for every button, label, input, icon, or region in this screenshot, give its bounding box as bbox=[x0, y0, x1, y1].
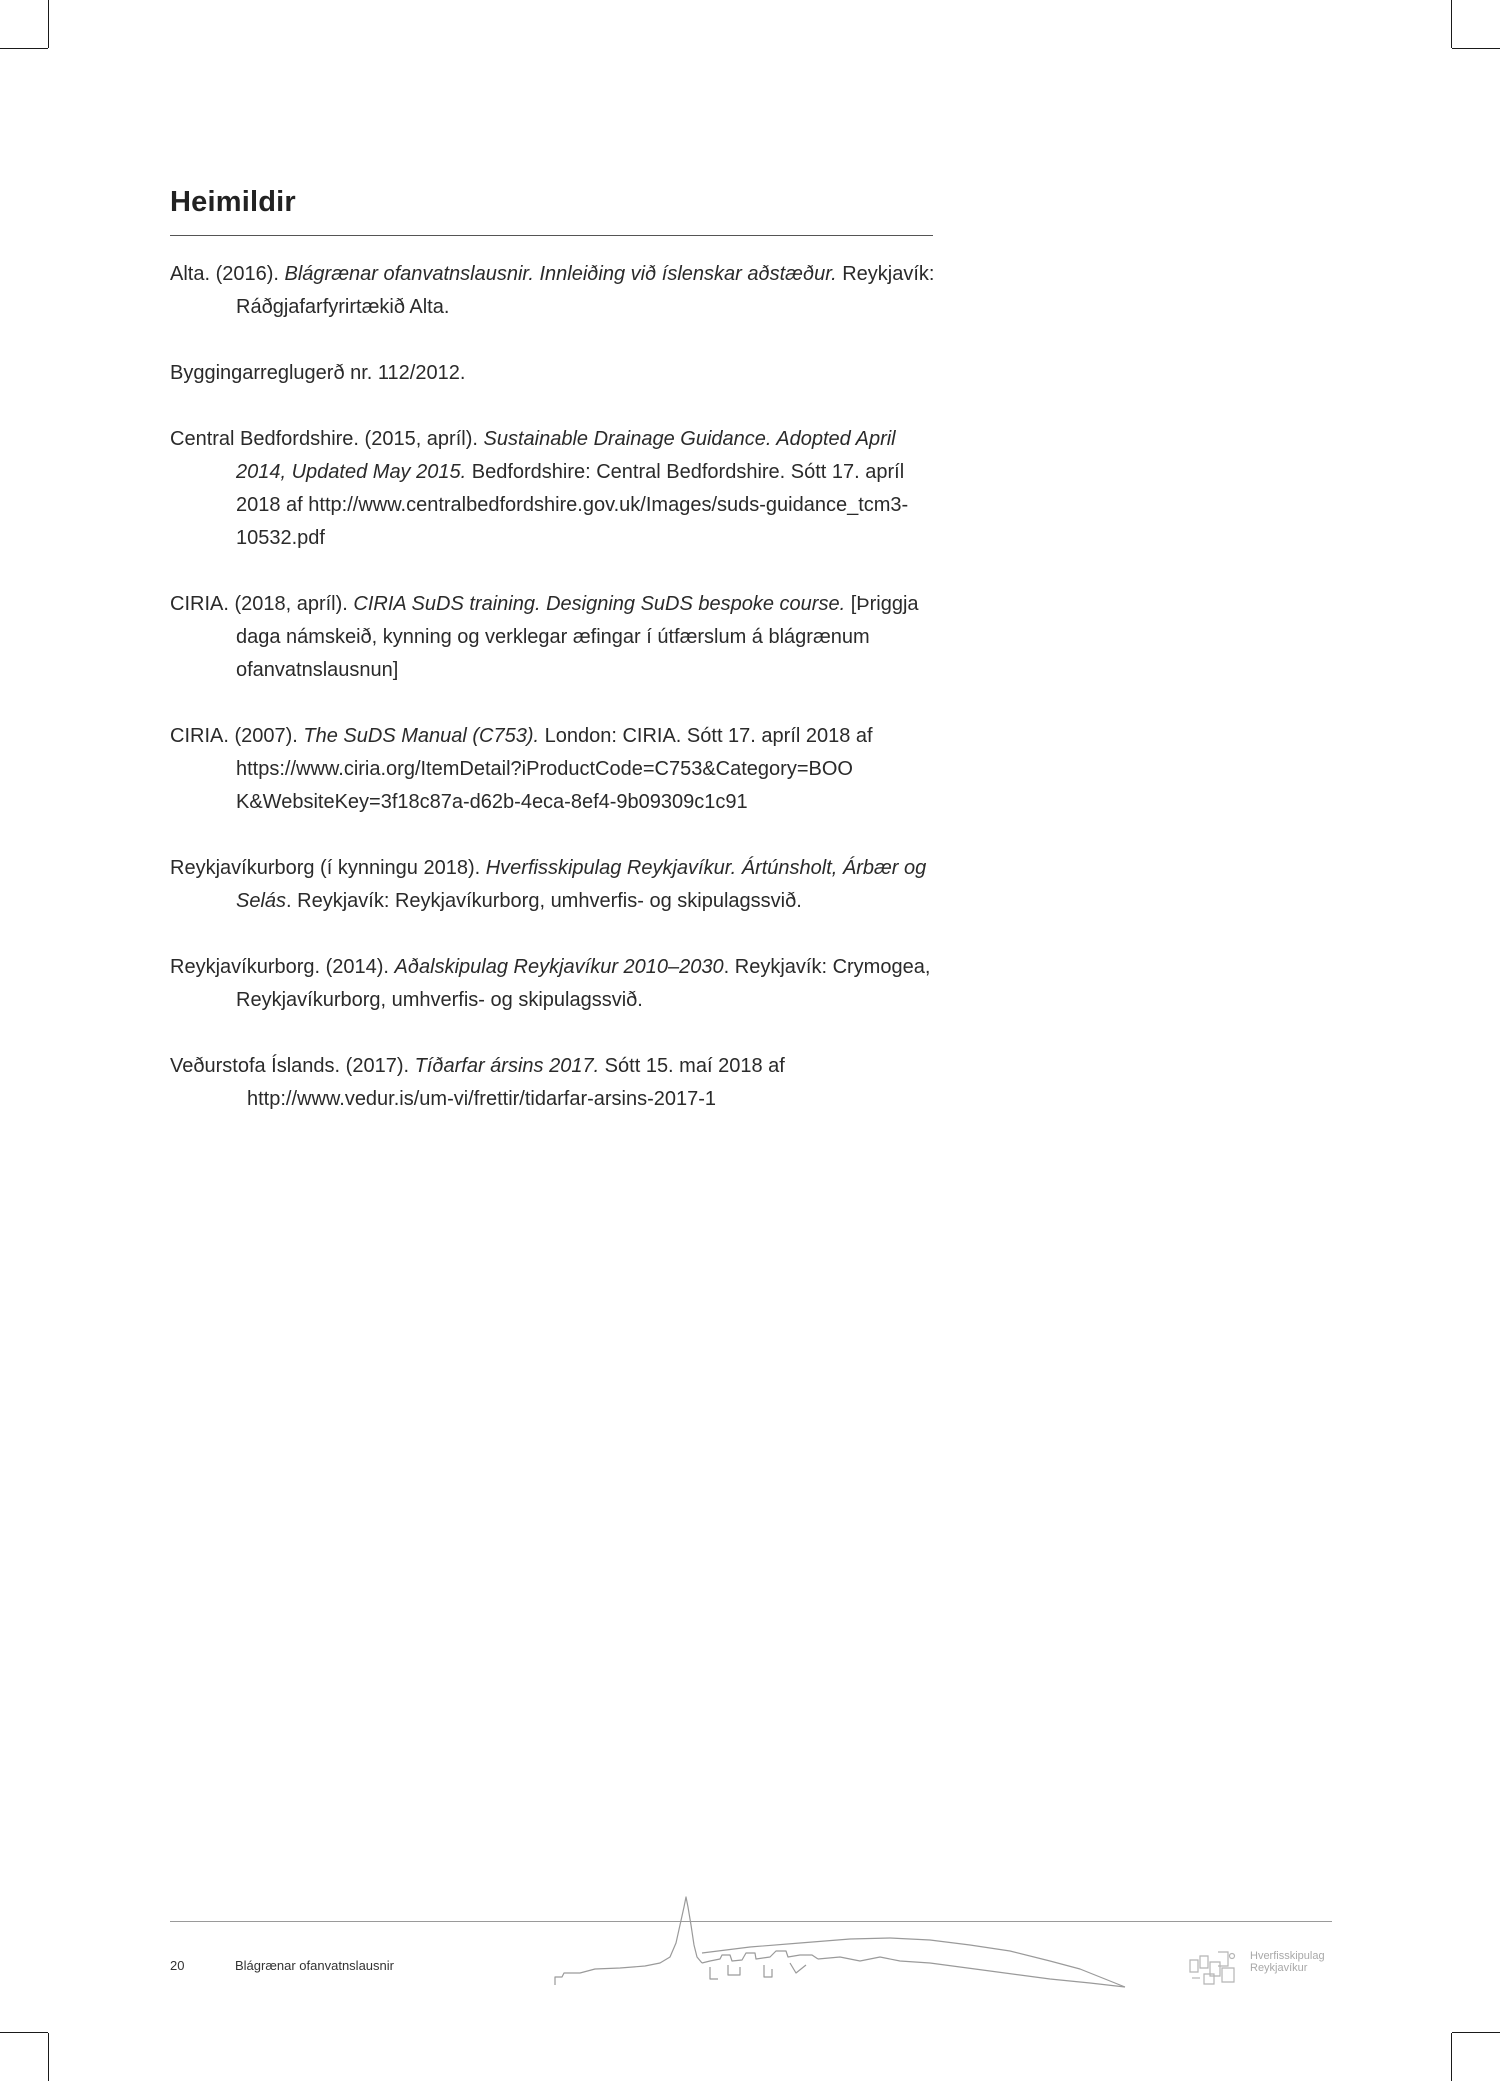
page-number: 20 bbox=[170, 1958, 185, 1973]
reference-text: Reykjavík: Ráðgjafarfyrirtækið Alta. bbox=[236, 263, 935, 318]
reference-entry bbox=[170, 423, 950, 555]
reference-text: London: CIRIA. Sótt 17. apríl 2018 af https://www.ciria.org/ItemDetail?iProductCode=C753&Category=BOO K&WebsiteKey=3f18c87a-d62b-4eca-8ef4-9b09309c1c91 bbox=[236, 725, 873, 813]
crop-mark-top-right-vertical bbox=[1451, 0, 1452, 48]
reference-title: Aðalskipulag Reykjavíkur 2010–2030 bbox=[394, 956, 724, 978]
reference-text: . Reykjavík: Reykjavíkurborg, umhverfis- og skipulagssvið. bbox=[286, 890, 802, 912]
crop-mark-bottom-right-horizontal bbox=[1452, 2032, 1500, 2033]
reference-text: CIRIA. (2018, apríl). bbox=[170, 593, 354, 615]
reference-text: Byggingarreglugerð nr. 112/2012. bbox=[170, 362, 466, 384]
logo-text bbox=[1250, 1950, 1325, 1974]
reference-entry bbox=[170, 720, 950, 819]
reference-entry bbox=[170, 258, 950, 324]
title-divider bbox=[170, 235, 933, 236]
crop-mark-bottom-right-vertical bbox=[1451, 2033, 1452, 2081]
reference-title: CIRIA SuDS training. Designing SuDS bespoke course. bbox=[353, 593, 846, 615]
reference-text: . Reykjavík: Crymogea, Reykjavíkurborg, umhverfis- og skipulagssvið. bbox=[236, 956, 931, 1011]
reference-text: Bedfordshire: Central Bedfordshire. Sótt 17. apríl 2018 af http://www.centralbedfordshire.gov.uk/Images/suds-guidance_tcm3-10532.pdf bbox=[236, 461, 909, 549]
reference-text: CIRIA. (2007). bbox=[170, 725, 304, 747]
footer-document-title: Blágrænar ofanvatnslausnir bbox=[235, 1958, 394, 1973]
crop-mark-bottom-left-vertical bbox=[48, 2033, 49, 2081]
reykjavik-skyline-icon bbox=[550, 1895, 1130, 1990]
hverfisskipulag-logo-icon bbox=[1188, 1948, 1248, 1986]
reference-text: Sótt 15. maí 2018 af http://www.vedur.is/um-vi/frettir/tidarfar-arsins-2017-1 bbox=[247, 1055, 785, 1110]
crop-mark-top-left-horizontal bbox=[0, 48, 48, 49]
crop-mark-top-left-vertical bbox=[48, 0, 49, 48]
crop-mark-top-right-horizontal bbox=[1452, 48, 1500, 49]
reference-text: [Þriggja daga námskeið, kynning og verklegar æfingar í útfærslum á blágrænum ofanvatnslausnun] bbox=[236, 593, 919, 681]
reference-entry bbox=[170, 951, 950, 1017]
footer-logo bbox=[1188, 1948, 1338, 1988]
reference-entry bbox=[170, 1050, 950, 1116]
logo-text-line2: Reykjavíkur bbox=[1250, 1962, 1308, 1974]
reference-entry bbox=[170, 588, 950, 687]
reference-title: Sustainable Drainage Guidance. Adopted April 2014, Updated May 2015. bbox=[236, 428, 896, 483]
reference-entry bbox=[170, 852, 950, 918]
crop-mark-bottom-left-horizontal bbox=[0, 2032, 48, 2033]
page-title: Heimildir bbox=[170, 186, 296, 218]
reference-title: Blágrænar ofanvatnslausnir. Innleiðing við íslenskar aðstæður. bbox=[284, 263, 837, 285]
reference-entry bbox=[170, 357, 950, 390]
logo-text-line1: Hverfisskipulag bbox=[1250, 1950, 1325, 1962]
reference-text: Central Bedfordshire. (2015, apríl). bbox=[170, 428, 484, 450]
reference-title: Tíðarfar ársins 2017. bbox=[414, 1055, 600, 1077]
reference-text: Veðurstofa Íslands. (2017). bbox=[170, 1055, 415, 1077]
reference-text: Alta. (2016). bbox=[170, 263, 285, 285]
reference-title: The SuDS Manual (C753). bbox=[303, 725, 540, 747]
reference-text: Reykjavíkurborg. (2014). bbox=[170, 956, 395, 978]
reference-title: Hverfisskipulag Reykjavíkur. Ártúnsholt, Árbær og Selás bbox=[236, 857, 927, 912]
reference-text: Reykjavíkurborg (í kynningu 2018). bbox=[170, 857, 486, 879]
reference-list bbox=[170, 258, 950, 1149]
